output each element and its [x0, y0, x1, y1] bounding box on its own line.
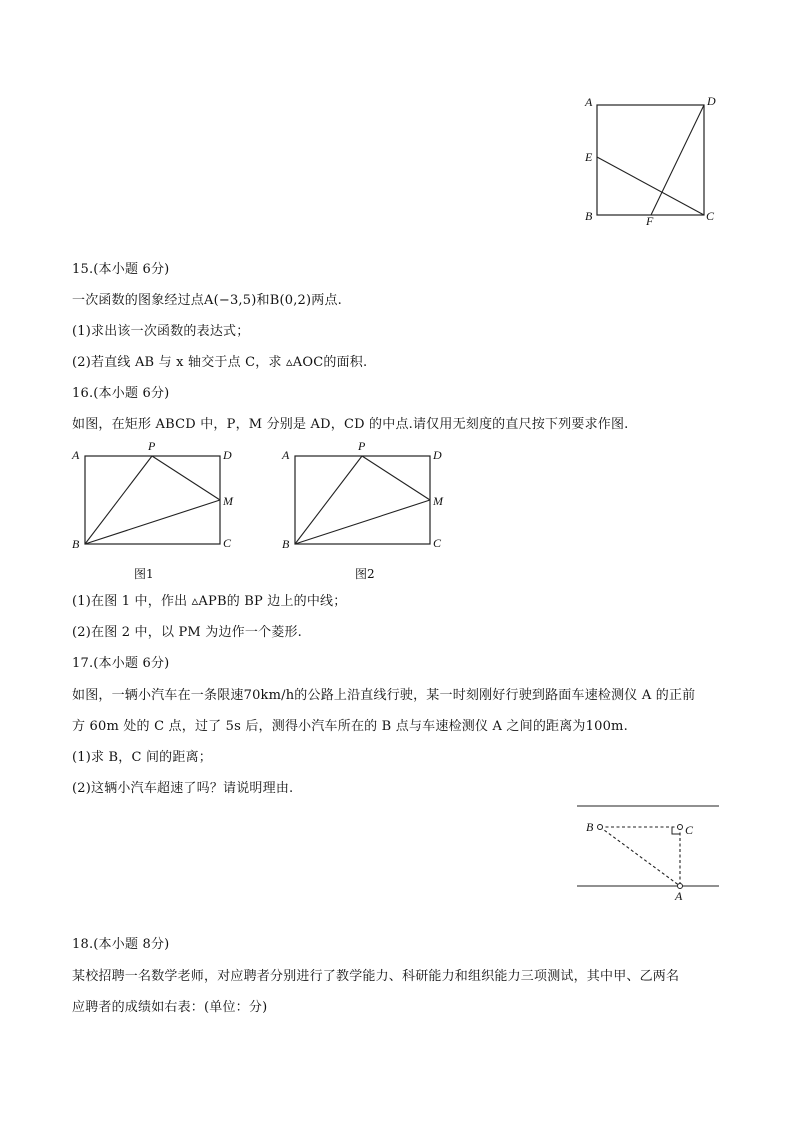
figure-1	[68, 437, 248, 555]
q15-part1: (1)求出该一次函数的表达式；	[72, 324, 250, 339]
q18-stem-line1: 某校招聘一名数学老师，对应聘者分别进行了教学能力、科研能力和组织能力三项测试，其中甲、乙两名	[72, 969, 680, 984]
segment-pm	[362, 456, 430, 500]
q17-part2: (2)这辆小汽车超速了吗？请说明理由.	[72, 781, 294, 796]
segment-ba	[600, 827, 680, 886]
label-b: B	[72, 537, 80, 551]
figure-1-caption: 图1	[134, 567, 154, 581]
car-speed-figure	[574, 796, 724, 906]
label-a: A	[585, 95, 593, 109]
square-figure	[575, 90, 725, 230]
label-p: P	[148, 439, 156, 453]
label-b: B	[585, 209, 593, 223]
label-c: C	[706, 209, 715, 223]
point-c	[678, 825, 683, 830]
segment-bp	[85, 456, 152, 544]
segment-ec	[597, 157, 704, 215]
rect-abcd	[85, 456, 220, 544]
q18-stem-line2: 应聘者的成绩如右表：(单位：分)	[72, 1000, 268, 1015]
label-c: C	[223, 536, 232, 550]
q16-heading: 16.(本小题 6分)	[72, 386, 170, 401]
label-d: D	[707, 94, 716, 108]
q16-part1: (1)在图 1 中，作出 ▵APB的 BP 边上的中线；	[72, 594, 347, 609]
label-p: P	[358, 439, 366, 453]
point-b	[598, 825, 603, 830]
q16-stem: 如图，在矩形 ABCD 中，P，M 分别是 AD，CD 的中点.请仅用无刻度的直尺按下列要求作图.	[72, 417, 629, 432]
label-m: M	[223, 494, 233, 508]
label-d: D	[223, 448, 232, 462]
segment-pm	[152, 456, 220, 500]
q15-stem: 一次函数的图象经过点A(−3,5)和B(0,2)两点.	[72, 293, 343, 308]
point-a	[678, 884, 683, 889]
segment-df	[651, 105, 704, 215]
segment-bm	[295, 500, 430, 544]
segment-bp	[295, 456, 362, 544]
figure-2	[278, 437, 458, 555]
label-a: A	[72, 448, 80, 462]
label-b: B	[586, 820, 594, 834]
label-b: B	[282, 537, 290, 551]
q18-heading: 18.(本小题 8分)	[72, 937, 170, 952]
label-a: A	[675, 889, 683, 903]
q15-heading: 15.(本小题 6分)	[72, 262, 170, 277]
label-a: A	[282, 448, 290, 462]
label-d: D	[433, 448, 442, 462]
label-f: F	[646, 214, 654, 228]
label-m: M	[433, 494, 443, 508]
q17-heading: 17.(本小题 6分)	[72, 656, 170, 671]
rect-abcd	[295, 456, 430, 544]
q17-stem-line1: 如图，一辆小汽车在一条限速70km/h的公路上沿直线行驶，某一时刻刚好行驶到路面车速检测仪 A 的正前	[72, 688, 696, 703]
q16-part2: (2)在图 2 中，以 PM 为边作一个菱形.	[72, 625, 303, 640]
label-e: E	[585, 150, 593, 164]
figure-2-caption: 图2	[355, 567, 375, 581]
q15-part2: (2)若直线 AB 与 x 轴交于点 C，求 ▵AOC的面积.	[72, 355, 368, 370]
q17-stem-line2: 方 60m 处的 C 点，过了 5s 后，测得小汽车所在的 B 点与车速检测仪 A 之间的距离为100m.	[72, 719, 628, 734]
label-c: C	[433, 536, 442, 550]
label-c: C	[685, 823, 694, 837]
segment-bm	[85, 500, 220, 544]
square-abcd	[597, 105, 704, 215]
q17-part1: (1)求 B，C 间的距离；	[72, 750, 212, 765]
